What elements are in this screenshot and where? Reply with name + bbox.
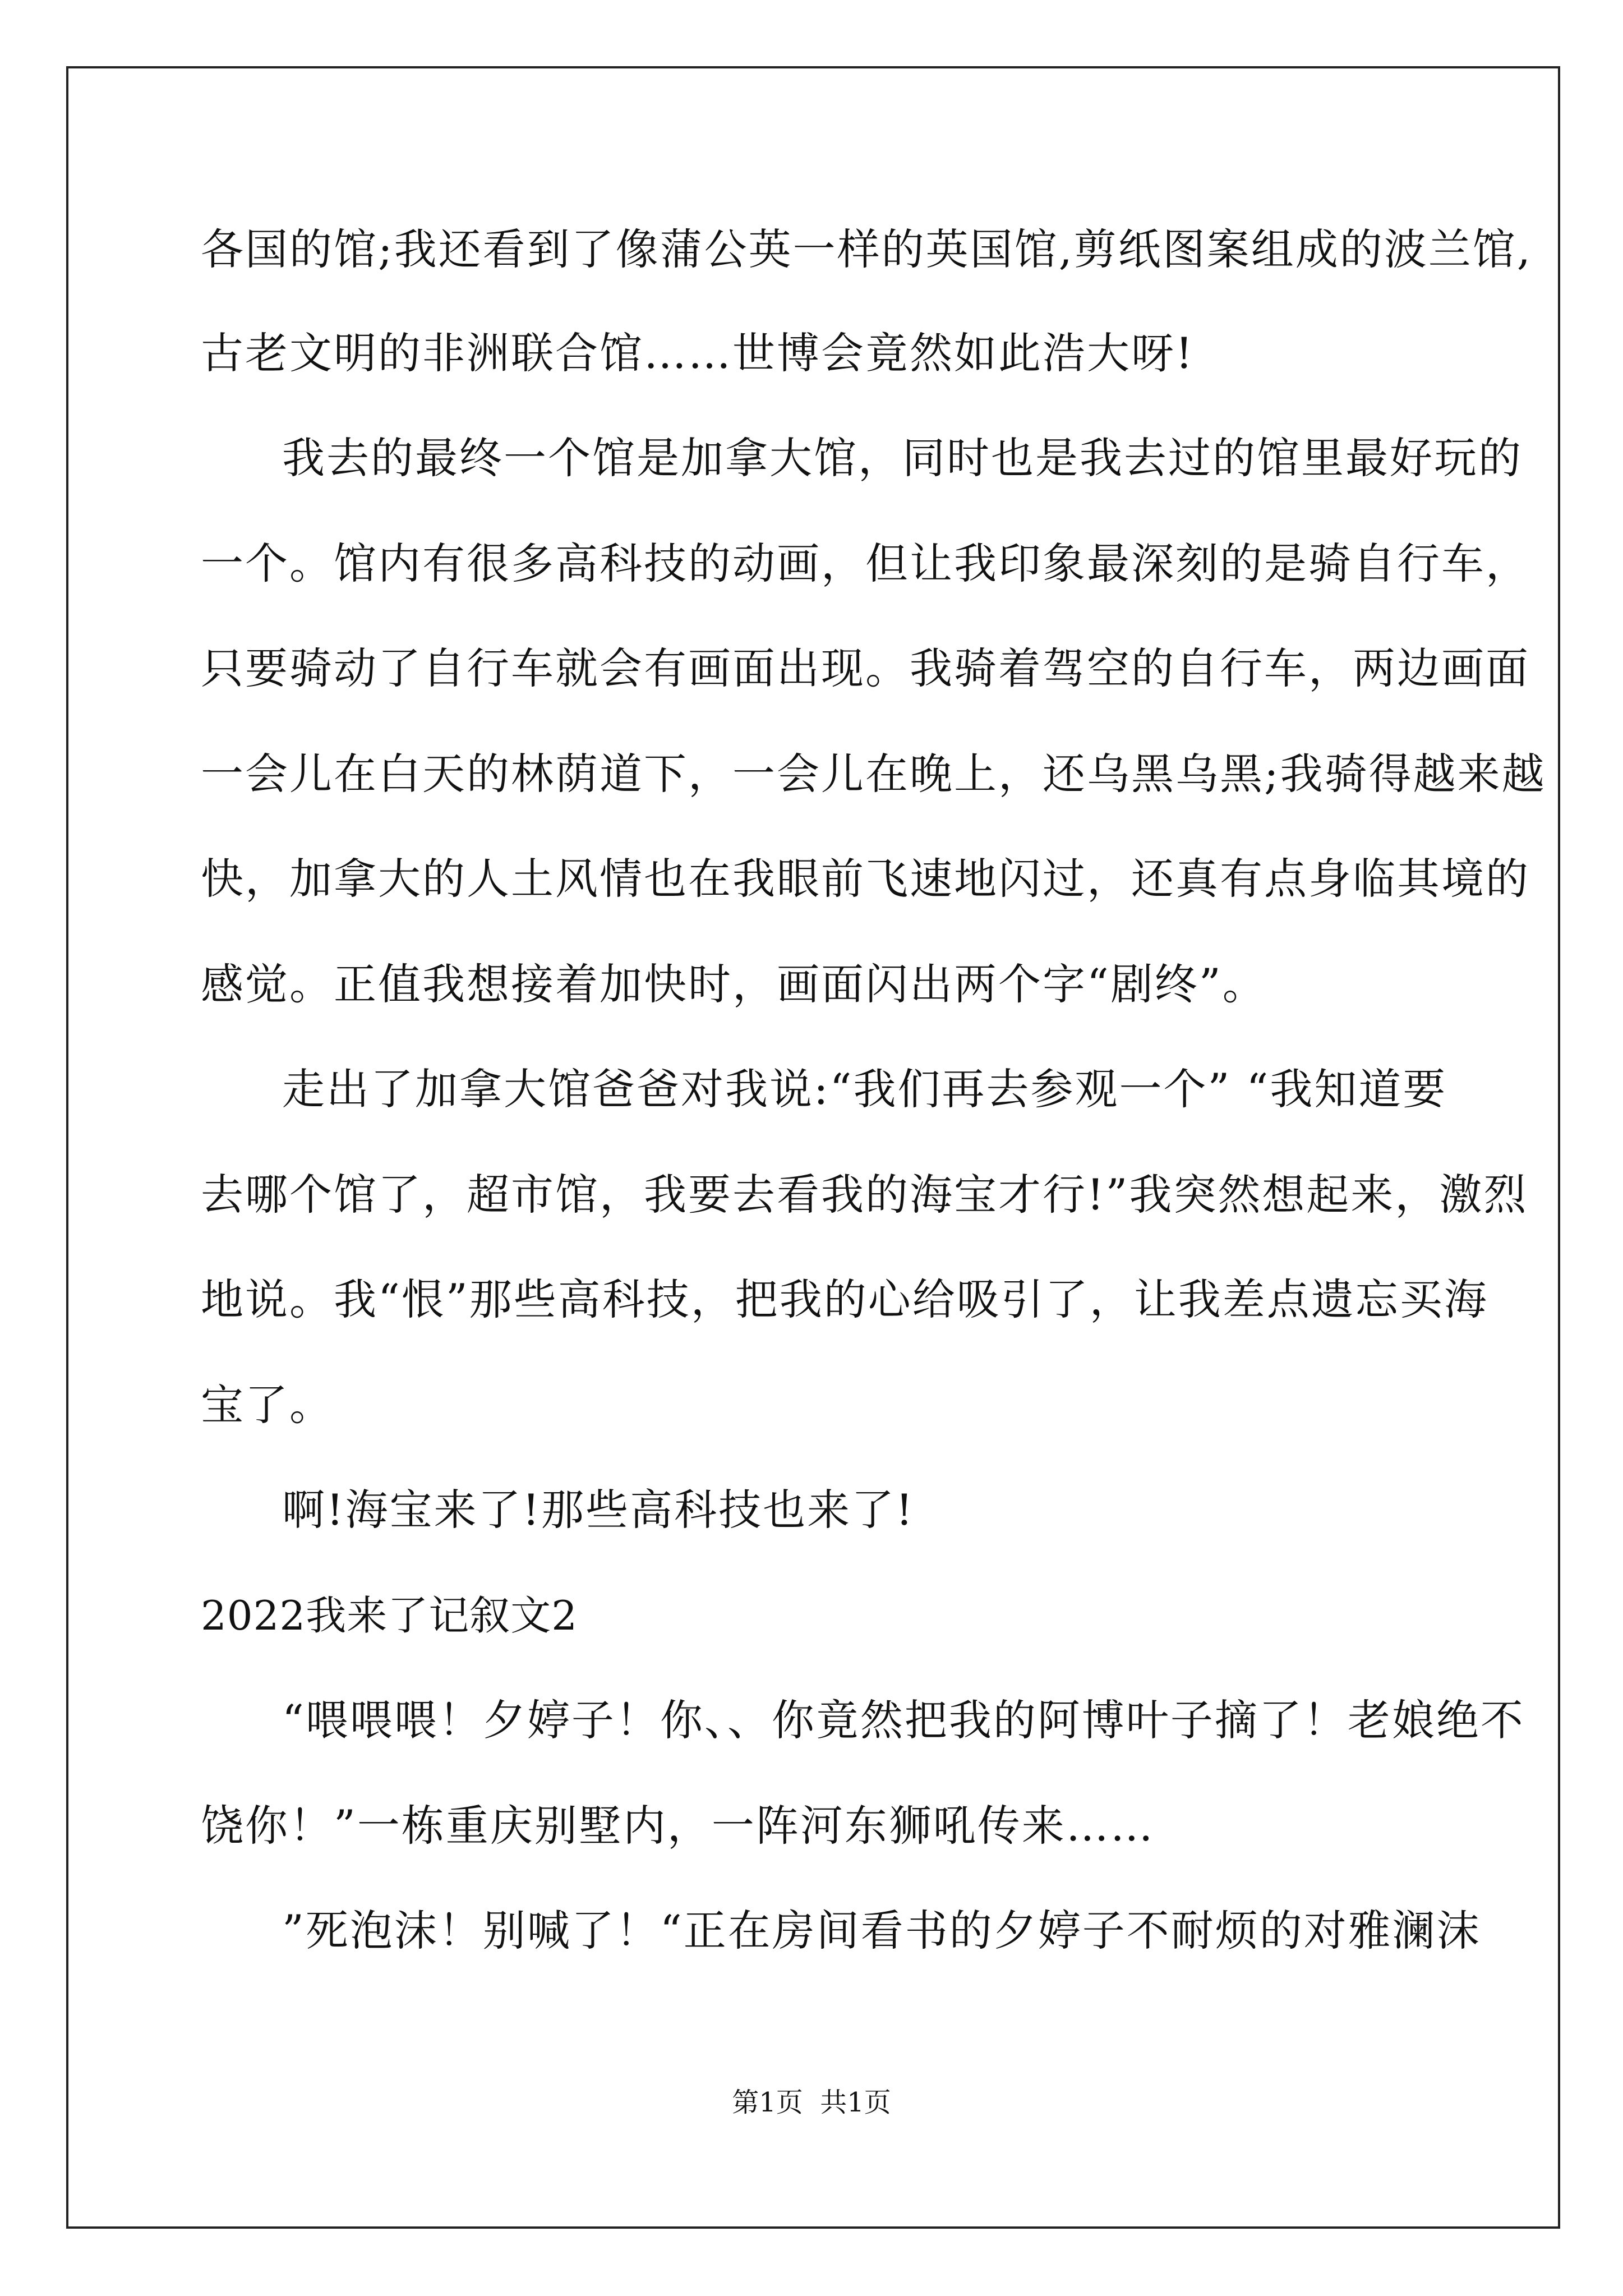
page-footer: 第1页 共1页 (732, 2087, 891, 2118)
text-line: 一会儿在白天的林荫道下，一会儿在晚上，还乌黑乌黑;我骑得越来越 (201, 749, 1546, 799)
text-line: 只要骑动了自行车就会有画面出现。我骑着驾空的自行车，两边画面 (201, 643, 1530, 693)
paragraph-start: 啊!海宝来了!那些高科技也来了! (282, 1485, 915, 1535)
text-line: 快，加拿大的人土风情也在我眼前飞速地闪过，还真有点身临其境的 (201, 854, 1530, 904)
text-line: 一个。馆内有很多高科技的动画，但让我印象最深刻的是骑自行车， (201, 539, 1530, 588)
text-line: 各国的馆;我还看到了像蒲公英一样的英国馆,剪纸图案组成的波兰馆, (201, 224, 1532, 274)
text-line: 感觉。正值我想接着加快时，画面闪出两个字“剧终”。 (201, 959, 1267, 1009)
section-heading: 2022我来了记叙文2 (201, 1592, 578, 1639)
text-line: 宝了。 (201, 1380, 334, 1430)
paragraph-start: ”死泡沫！别喊了！“正在房间看书的夕婷子不耐烦的对雅澜沫 (282, 1906, 1481, 1955)
text-line: 饶你！”一栋重庆别墅内，一阵河东狮吼传来…… (201, 1801, 1155, 1851)
paragraph-start: 我去的最终一个馆是加拿大馆，同时也是我去过的馆里最好玩的 (282, 433, 1523, 483)
text-line: 古老文明的非洲联合馆……世博会竟然如此浩大呀! (201, 328, 1195, 378)
paragraph-start: “喂喂喂！夕婷子！你、、你竟然把我的阿博叶子摘了！老娘绝不 (282, 1695, 1525, 1745)
text-line: 地说。我“恨”那些高科技，把我的心给吸引了，让我差点遗忘买海 (201, 1274, 1488, 1324)
text-line: 去哪个馆了，超市馆，我要去看我的海宝才行!”我突然想起来，激烈 (201, 1170, 1528, 1220)
paragraph-start: 走出了加拿大馆爸爸对我说:“我们再去参观一个” “我知道要 (282, 1064, 1447, 1114)
